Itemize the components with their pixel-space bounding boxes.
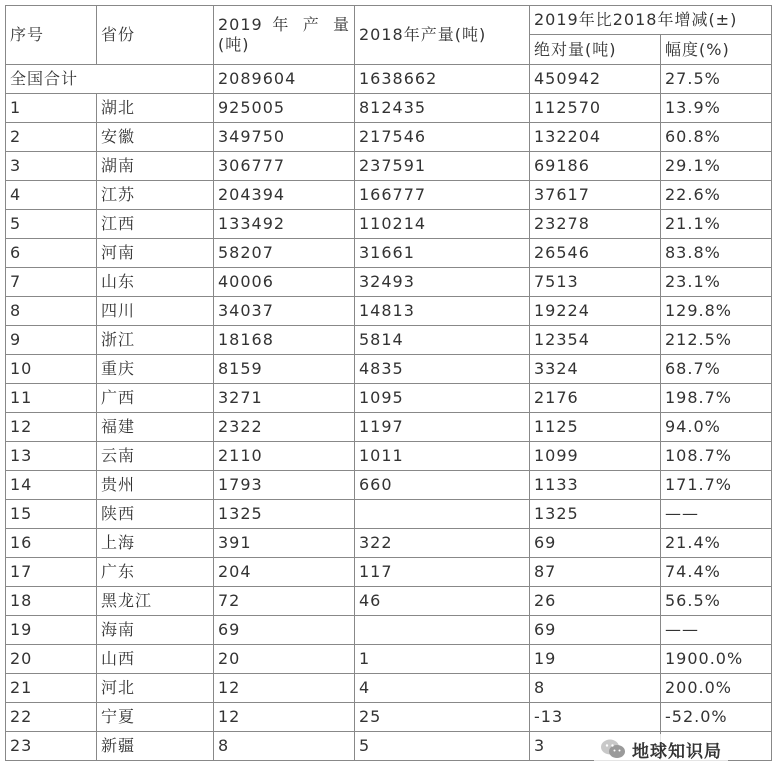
cell-province: 江西 xyxy=(97,210,214,239)
cell-prod2019: 306777 xyxy=(214,152,355,181)
cell-prod2018: 5 xyxy=(355,732,530,761)
cell-abs: 23278 xyxy=(530,210,661,239)
cell-prod2019: 133492 xyxy=(214,210,355,239)
cell-province: 河南 xyxy=(97,239,214,268)
cell-prod2018: 237591 xyxy=(355,152,530,181)
header-pct: 幅度(%) xyxy=(661,35,772,65)
total-pct: 27.5% xyxy=(661,65,772,94)
table-row xyxy=(6,384,772,413)
cell-seq: 6 xyxy=(6,239,97,268)
cell-prod2019: 204394 xyxy=(214,181,355,210)
cell-abs: 69 xyxy=(530,616,661,645)
cell-abs: 112570 xyxy=(530,94,661,123)
cell-prod2018: 25 xyxy=(355,703,530,732)
header-seq: 序号 xyxy=(6,6,97,65)
cell-prod2018: 32493 xyxy=(355,268,530,297)
cell-prod2019: 69 xyxy=(214,616,355,645)
cell-prod2019: 1793 xyxy=(214,471,355,500)
cell-province: 福建 xyxy=(97,413,214,442)
cell-province: 云南 xyxy=(97,442,214,471)
cell-prod2018: 1095 xyxy=(355,384,530,413)
cell-seq: 12 xyxy=(6,413,97,442)
cell-prod2018: 322 xyxy=(355,529,530,558)
table-row xyxy=(6,94,772,123)
cell-seq: 15 xyxy=(6,500,97,529)
cell-abs: 7513 xyxy=(530,268,661,297)
cell-province: 贵州 xyxy=(97,471,214,500)
cell-prod2019: 2110 xyxy=(214,442,355,471)
cell-prod2019: 349750 xyxy=(214,123,355,152)
cell-prod2019: 391 xyxy=(214,529,355,558)
table-row xyxy=(6,181,772,210)
cell-seq: 10 xyxy=(6,355,97,384)
header-prod2019-line2: (吨) xyxy=(218,35,250,54)
cell-pct: 200.0% xyxy=(661,674,772,703)
cell-prod2019: 925005 xyxy=(214,94,355,123)
cell-pct: 22.6% xyxy=(661,181,772,210)
cell-pct: —— xyxy=(661,500,772,529)
cell-prod2018: 660 xyxy=(355,471,530,500)
header-prod2019-line1: 2019 年 产 量 xyxy=(218,15,350,34)
table-row xyxy=(6,529,772,558)
cell-prod2018: 46 xyxy=(355,587,530,616)
cell-abs: 87 xyxy=(530,558,661,587)
cell-seq: 19 xyxy=(6,616,97,645)
production-table xyxy=(5,5,772,761)
cell-abs: 19 xyxy=(530,645,661,674)
cell-abs: 1325 xyxy=(530,500,661,529)
cell-abs: 1133 xyxy=(530,471,661,500)
cell-abs: 2176 xyxy=(530,384,661,413)
cell-pct: 68.7% xyxy=(661,355,772,384)
cell-pct: 21.4% xyxy=(661,529,772,558)
table-row xyxy=(6,326,772,355)
cell-abs: 1099 xyxy=(530,442,661,471)
cell-prod2018: 217546 xyxy=(355,123,530,152)
cell-prod2018: 1 xyxy=(355,645,530,674)
table-row xyxy=(6,442,772,471)
total-prod2018: 1638662 xyxy=(355,65,530,94)
total-row xyxy=(6,65,772,94)
wechat-icon xyxy=(600,738,626,760)
cell-abs: 69 xyxy=(530,529,661,558)
cell-province: 山西 xyxy=(97,645,214,674)
cell-pct: 94.0% xyxy=(661,413,772,442)
cell-province: 山东 xyxy=(97,268,214,297)
cell-seq: 16 xyxy=(6,529,97,558)
cell-seq: 9 xyxy=(6,326,97,355)
cell-province: 广西 xyxy=(97,384,214,413)
cell-prod2018: 1197 xyxy=(355,413,530,442)
total-abs: 450942 xyxy=(530,65,661,94)
cell-prod2018: 110214 xyxy=(355,210,530,239)
cell-province: 安徽 xyxy=(97,123,214,152)
table-row xyxy=(6,674,772,703)
cell-pct: -52.0% xyxy=(661,703,772,732)
table-row xyxy=(6,297,772,326)
cell-prod2019: 20 xyxy=(214,645,355,674)
cell-seq: 17 xyxy=(6,558,97,587)
cell-seq: 14 xyxy=(6,471,97,500)
cell-abs: 37617 xyxy=(530,181,661,210)
cell-prod2018: 1011 xyxy=(355,442,530,471)
cell-province: 海南 xyxy=(97,616,214,645)
cell-pct: 29.1% xyxy=(661,152,772,181)
cell-prod2019: 2322 xyxy=(214,413,355,442)
header-prod2018: 2018年产量(吨) xyxy=(355,6,530,65)
cell-seq: 5 xyxy=(6,210,97,239)
cell-seq: 1 xyxy=(6,94,97,123)
cell-seq: 20 xyxy=(6,645,97,674)
cell-abs: 12354 xyxy=(530,326,661,355)
cell-prod2018: 5814 xyxy=(355,326,530,355)
cell-seq: 2 xyxy=(6,123,97,152)
cell-prod2019: 12 xyxy=(214,703,355,732)
cell-seq: 4 xyxy=(6,181,97,210)
cell-pct: 23.1% xyxy=(661,268,772,297)
cell-abs: 1125 xyxy=(530,413,661,442)
cell-pct: 60.8% xyxy=(661,123,772,152)
cell-province: 新疆 xyxy=(97,732,214,761)
table-row xyxy=(6,152,772,181)
table-row xyxy=(6,645,772,674)
cell-seq: 23 xyxy=(6,732,97,761)
cell-seq: 7 xyxy=(6,268,97,297)
cell-seq: 18 xyxy=(6,587,97,616)
table-row xyxy=(6,500,772,529)
table-row xyxy=(6,558,772,587)
cell-seq: 11 xyxy=(6,384,97,413)
cell-seq: 8 xyxy=(6,297,97,326)
cell-abs: 19224 xyxy=(530,297,661,326)
cell-province: 江苏 xyxy=(97,181,214,210)
cell-province: 湖南 xyxy=(97,152,214,181)
cell-prod2019: 72 xyxy=(214,587,355,616)
table-row xyxy=(6,413,772,442)
cell-prod2018: 4 xyxy=(355,674,530,703)
table-row xyxy=(6,616,772,645)
cell-province: 上海 xyxy=(97,529,214,558)
header-abs: 绝对量(吨) xyxy=(530,35,661,65)
cell-seq: 3 xyxy=(6,152,97,181)
cell-prod2018 xyxy=(355,500,530,529)
cell-prod2018 xyxy=(355,616,530,645)
cell-abs: 26546 xyxy=(530,239,661,268)
table-row xyxy=(6,123,772,152)
cell-prod2019: 1325 xyxy=(214,500,355,529)
cell-prod2018: 4835 xyxy=(355,355,530,384)
cell-pct: 21.1% xyxy=(661,210,772,239)
table-row xyxy=(6,268,772,297)
watermark xyxy=(594,734,728,764)
cell-prod2019: 8 xyxy=(214,732,355,761)
table-row xyxy=(6,239,772,268)
cell-province: 陕西 xyxy=(97,500,214,529)
cell-pct: 198.7% xyxy=(661,384,772,413)
cell-pct: 108.7% xyxy=(661,442,772,471)
cell-prod2019: 3271 xyxy=(214,384,355,413)
cell-pct: 74.4% xyxy=(661,558,772,587)
cell-prod2019: 34037 xyxy=(214,297,355,326)
cell-prod2019: 40006 xyxy=(214,268,355,297)
header-province: 省份 xyxy=(97,6,214,65)
watermark-text: 地球知识局 xyxy=(632,741,722,762)
header-row xyxy=(6,6,772,35)
table-row xyxy=(6,355,772,384)
cell-seq: 22 xyxy=(6,703,97,732)
total-label: 全国合计 xyxy=(6,65,214,94)
cell-pct: 129.8% xyxy=(661,297,772,326)
cell-abs: 26 xyxy=(530,587,661,616)
cell-prod2019: 204 xyxy=(214,558,355,587)
cell-pct: 171.7% xyxy=(661,471,772,500)
cell-abs: 132204 xyxy=(530,123,661,152)
cell-pct: 212.5% xyxy=(661,326,772,355)
cell-seq: 13 xyxy=(6,442,97,471)
header-change-group: 2019年比2018年增减(±) xyxy=(530,6,772,35)
cell-province: 浙江 xyxy=(97,326,214,355)
cell-province: 四川 xyxy=(97,297,214,326)
cell-prod2019: 18168 xyxy=(214,326,355,355)
cell-pct: —— xyxy=(661,616,772,645)
table-row xyxy=(6,210,772,239)
cell-prod2018: 31661 xyxy=(355,239,530,268)
cell-pct: 56.5% xyxy=(661,587,772,616)
cell-abs: 3 xyxy=(530,732,661,761)
cell-prod2018: 14813 xyxy=(355,297,530,326)
total-prod2019: 2089604 xyxy=(214,65,355,94)
header-prod2019 xyxy=(214,6,355,65)
cell-prod2019: 58207 xyxy=(214,239,355,268)
cell-pct: 1900.0% xyxy=(661,645,772,674)
cell-abs: 8 xyxy=(530,674,661,703)
cell-province: 河北 xyxy=(97,674,214,703)
cell-province: 黑龙江 xyxy=(97,587,214,616)
cell-abs: 3324 xyxy=(530,355,661,384)
cell-pct: 13.9% xyxy=(661,94,772,123)
cell-prod2018: 117 xyxy=(355,558,530,587)
cell-province: 广东 xyxy=(97,558,214,587)
cell-prod2018: 812435 xyxy=(355,94,530,123)
cell-province: 湖北 xyxy=(97,94,214,123)
cell-prod2018: 166777 xyxy=(355,181,530,210)
cell-prod2019: 8159 xyxy=(214,355,355,384)
cell-pct: 83.8% xyxy=(661,239,772,268)
cell-abs: -13 xyxy=(530,703,661,732)
table-row xyxy=(6,703,772,732)
cell-seq: 21 xyxy=(6,674,97,703)
cell-prod2019: 12 xyxy=(214,674,355,703)
cell-abs: 69186 xyxy=(530,152,661,181)
table-row xyxy=(6,587,772,616)
cell-province: 重庆 xyxy=(97,355,214,384)
table-row xyxy=(6,471,772,500)
cell-province: 宁夏 xyxy=(97,703,214,732)
